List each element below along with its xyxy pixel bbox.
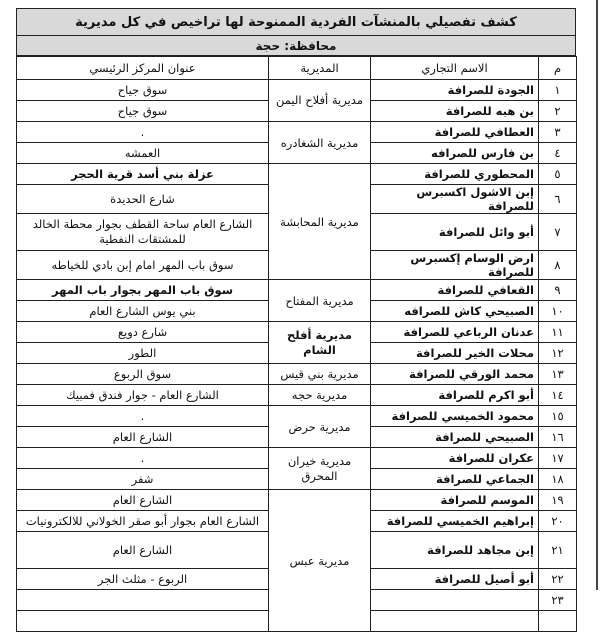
report-sheet xyxy=(16,8,576,628)
address xyxy=(17,590,269,611)
table-row xyxy=(17,406,577,427)
trade-name: الجودة للصرافة xyxy=(371,80,539,101)
row-number: ٥ xyxy=(539,164,577,185)
directorate: مديرية المحابشة xyxy=(269,164,371,280)
row-number: ٩ xyxy=(539,280,577,301)
row-number: ١٣ xyxy=(539,364,577,385)
row-number: ١١ xyxy=(539,322,577,343)
col-header-address: عنوان المركز الرئيسي xyxy=(17,57,269,80)
trade-name: بن هبه للصرافة xyxy=(371,101,539,122)
trade-name: إبراهيم الخميسي للصرافة xyxy=(371,511,539,532)
row-number xyxy=(539,611,577,632)
trade-name: بن فارس للصرافه xyxy=(371,143,539,164)
row-number: ٢٢ xyxy=(539,569,577,590)
row-number: ٨ xyxy=(539,251,577,280)
report-title: كشف تفصيلي بالمنشآت الفردية الممنوحة لها تراخيص في كل مديرية xyxy=(16,8,576,36)
table-row xyxy=(17,80,577,101)
address: عزلة بني أسد قرية الحجر xyxy=(17,164,269,185)
address: . xyxy=(17,406,269,427)
table-row xyxy=(17,385,577,406)
address: سوق باب المهر بجوار باب المهر xyxy=(17,280,269,301)
table-row xyxy=(17,164,577,185)
table-row xyxy=(17,364,577,385)
address: الشارع العام بجوار أبو صقر الخولاني للالكترونيات xyxy=(17,511,269,532)
trade-name: عدنان الرباعي للصرافة xyxy=(371,322,539,343)
directorate: مديرية الشغادره xyxy=(269,122,371,164)
trade-name: عكران للصرافة xyxy=(371,448,539,469)
directorate: مديرية أفلاح اليمن xyxy=(269,80,371,122)
trade-name: محمود الخميسي للصرافة xyxy=(371,406,539,427)
col-header-number: م xyxy=(539,57,577,80)
table-row xyxy=(17,490,577,511)
address: شارع دويع xyxy=(17,322,269,343)
trade-name: إبن الاشول اكسبرس للصرافة xyxy=(371,185,539,214)
row-number: ٤ xyxy=(539,143,577,164)
trade-name: الجماعي للصرافة xyxy=(371,469,539,490)
row-number: ٢١ xyxy=(539,532,577,569)
governorate-label: محافظة: حجة xyxy=(16,36,576,56)
address: الشارع العام ساحة القطف بجوار محطة الخالد للمشتقات النفطية xyxy=(17,214,269,251)
row-number: ٢ xyxy=(539,101,577,122)
trade-name: الصبيحي كاش للصرافه xyxy=(371,301,539,322)
trade-name: محمد الورقي للصرافة xyxy=(371,364,539,385)
address xyxy=(17,611,269,632)
trade-name: أبو أصيل للصرافة xyxy=(371,569,539,590)
directorate: مديرية بني قيس xyxy=(269,364,371,385)
table-row xyxy=(17,322,577,343)
trade-name: أبو اكرم للصرافة xyxy=(371,385,539,406)
row-number: ١٤ xyxy=(539,385,577,406)
address: سوق جياح xyxy=(17,80,269,101)
page-edge-rule xyxy=(596,0,598,590)
row-number: ١٥ xyxy=(539,406,577,427)
address: بني يوس الشارع العام xyxy=(17,301,269,322)
trade-name: أبو وائل للصرافة xyxy=(371,214,539,251)
row-number: ٧ xyxy=(539,214,577,251)
row-number: ٣ xyxy=(539,122,577,143)
directorate: مديرية حرض xyxy=(269,406,371,448)
directorate: مديرية عبس xyxy=(269,490,371,632)
address: الشارع العام xyxy=(17,490,269,511)
row-number: ١٩ xyxy=(539,490,577,511)
table-row xyxy=(17,448,577,469)
address: سوق باب المهر امام إبن بادي للخياطه xyxy=(17,251,269,280)
address: الشارع العام xyxy=(17,427,269,448)
row-number: ١٦ xyxy=(539,427,577,448)
address: شارع الحديدة xyxy=(17,185,269,214)
row-number: ١٧ xyxy=(539,448,577,469)
col-header-trade-name: الاسم التجاري xyxy=(371,57,539,80)
row-number: ٢٣ xyxy=(539,590,577,611)
trade-name: ارض الوسام إكسبرس للصرافة xyxy=(371,251,539,280)
row-number: ١٠ xyxy=(539,301,577,322)
table-row xyxy=(17,280,577,301)
row-number: ٢٠ xyxy=(539,511,577,532)
row-number: ١٢ xyxy=(539,343,577,364)
address: . xyxy=(17,448,269,469)
table-header-row xyxy=(17,57,577,80)
directorate: مديرية خيران المحرق xyxy=(269,448,371,490)
trade-name: إبن مجاهد للصرافة xyxy=(371,532,539,569)
directorate: مديرية حجه xyxy=(269,385,371,406)
address: الطور xyxy=(17,343,269,364)
directorate: مديرية أفلح الشام xyxy=(269,322,371,364)
address: العمشه xyxy=(17,143,269,164)
trade-name: العطافي للصرافة xyxy=(371,122,539,143)
address: شفر xyxy=(17,469,269,490)
row-number: ١ xyxy=(539,80,577,101)
address: الشارع العام - جوار فندق فمبيك xyxy=(17,385,269,406)
trade-name: المحطوري للصرافة xyxy=(371,164,539,185)
trade-name xyxy=(371,590,539,611)
trade-name: محلات الخير للصرافة xyxy=(371,343,539,364)
establishments-table xyxy=(16,56,577,632)
row-number: ٦ xyxy=(539,185,577,214)
address: . xyxy=(17,122,269,143)
address: سوق الربوع xyxy=(17,364,269,385)
directorate: مديرية المفتاح xyxy=(269,280,371,322)
row-number: ١٨ xyxy=(539,469,577,490)
address: الربوع - مثلث الجر xyxy=(17,569,269,590)
trade-name: الصبيحي للصرافة xyxy=(371,427,539,448)
trade-name: الموسم للصرافة xyxy=(371,490,539,511)
col-header-directorate: المديرية xyxy=(269,57,371,80)
trade-name xyxy=(371,611,539,632)
address: سوق جياح xyxy=(17,101,269,122)
trade-name: القعافي للصرافة xyxy=(371,280,539,301)
address: الشارع العام xyxy=(17,532,269,569)
table-row xyxy=(17,122,577,143)
